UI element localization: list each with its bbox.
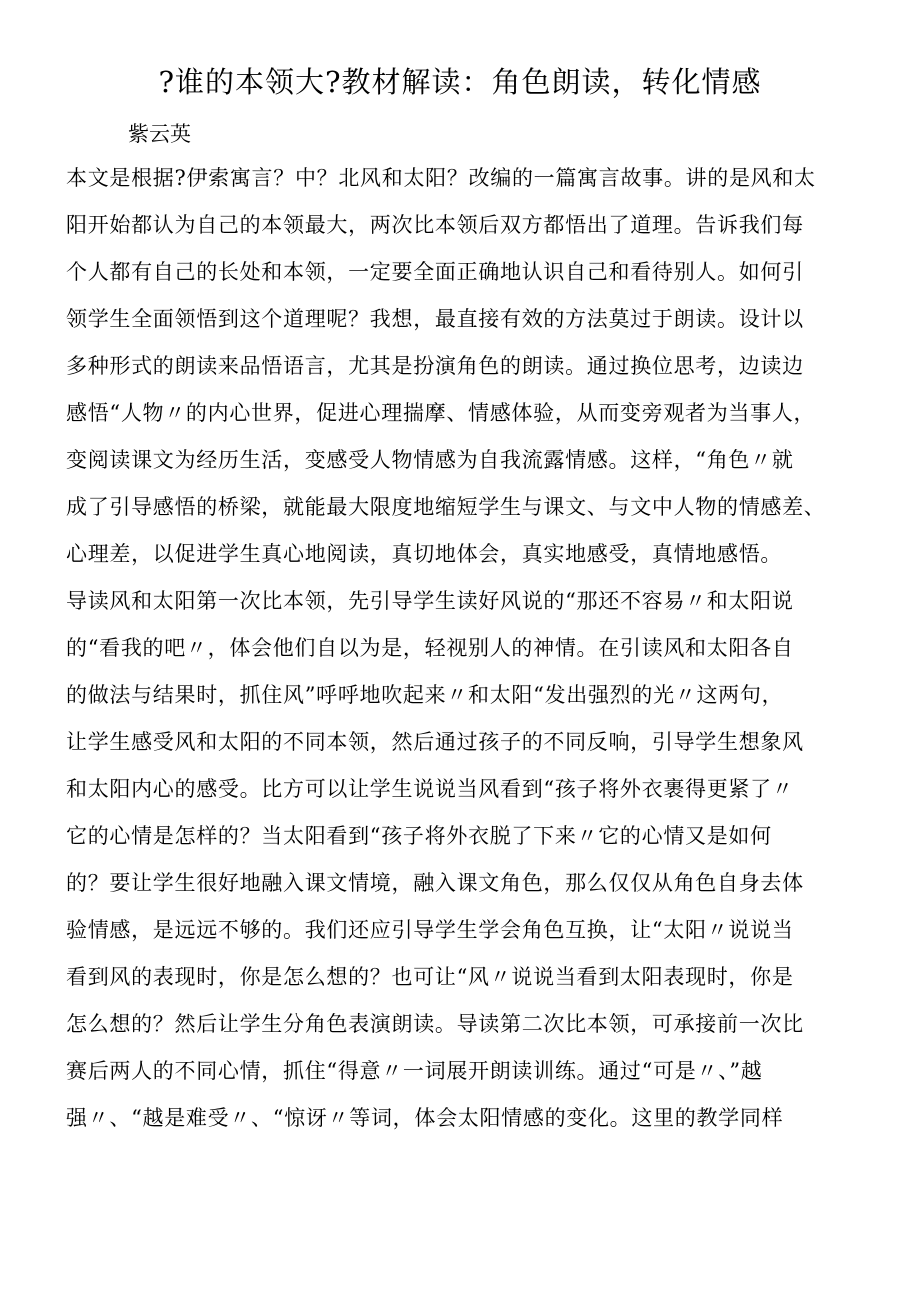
body-line: 的做法与结果时，抓住风”呼呼地吹起来〃和太阳“发出强烈的光〃这两句， (66, 683, 784, 707)
body-line: 变阅读课文为经历生活，变感受人物情感为自我流露情感。这样，“角色〃就 (66, 448, 794, 472)
document-author: 紫云英 (128, 122, 191, 146)
body-line: 心理差，以促进学生真心地阅读，真切地体会，真实地感受，真情地感悟。 (66, 542, 783, 566)
body-line: 看到风的表现时，你是怎么想的？也可让“风〃说说当看到太阳表现时，你是 (66, 965, 794, 989)
document-title: ?谁的本领大?教材解读：角色朗读，转化情感 (158, 65, 762, 99)
body-line: 验情感，是远远不够的。我们还应引导学生学会角色互换，让“太阳〃说说当 (66, 918, 794, 942)
body-line: 感悟“人物〃的内心世界，促进心理揣摩、情感体验，从而变旁观者为当事人， (66, 401, 816, 425)
body-line: 让学生感受风和太阳的不同本领，然后通过孩子的不同反响，引导学生想象风 (66, 730, 804, 754)
body-line: 怎么想的？然后让学生分角色表演朗读。导读第二次比本领，可承接前一次比 (66, 1012, 804, 1036)
body-line: 强〃、“越是难受〃、“惊讶〃等词，体会太阳情感的变化。这里的教学同样 (66, 1106, 784, 1130)
body-line: 多种形式的朗读来品悟语言，尤其是扮演角色的朗读。通过换位思考，边读边 (66, 354, 804, 378)
body-line: 本文是根据?伊索寓言？中？北风和太阳？改编的一篇寓言故事。讲的是风和太 (66, 166, 816, 190)
body-line: 导读风和太阳第一次比本领，先引导学生读好风说的“那还不容易〃和太阳说 (66, 589, 794, 613)
body-line: 的？要让学生很好地融入课文情境，融入课文角色，那么仅仅从角色自身去体 (66, 871, 804, 895)
body-line: 的“看我的吧〃，体会他们自以为是，轻视别人的神情。在引读风和太阳各自 (66, 636, 794, 660)
body-line: 阳开始都认为自己的本领最大，两次比本领后双方都悟出了道理。告诉我们每 (66, 213, 804, 237)
body-line: 和太阳内心的感受。比方可以让学生说说当风看到“孩子将外衣裹得更紧了〃 (66, 777, 794, 801)
body-line: 成了引导感悟的桥梁，就能最大限度地缩短学生与课文、与文中人物的情感差、 (66, 495, 826, 519)
body-line: 领学生全面领悟到这个道理呢？我想，最直接有效的方法莫过于朗读。设计以 (66, 307, 804, 331)
body-line: 个人都有自己的长处和本领，一定要全面正确地认识自己和看待别人。如何引 (66, 260, 804, 284)
body-line: 赛后两人的不同心情，抓住“得意〃一词展开朗读训练。通过“可是〃、”越 (66, 1059, 763, 1083)
body-line: 它的心情是怎样的？当太阳看到“孩子将外衣脱了下来〃它的心情又是如何 (66, 824, 772, 848)
